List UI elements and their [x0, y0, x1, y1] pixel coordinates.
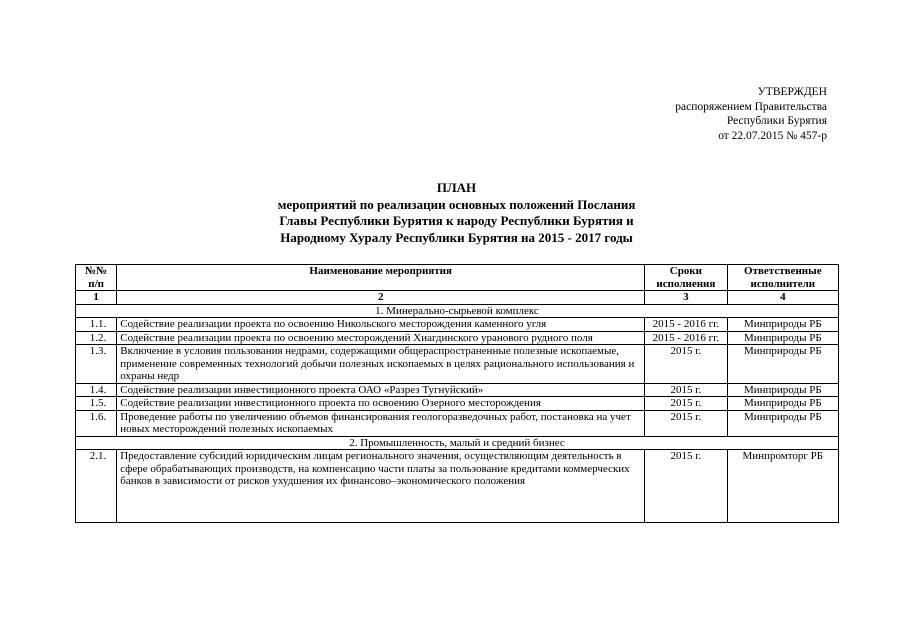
row-num: 1.5. [76, 397, 117, 411]
col-number: 1 [76, 291, 117, 305]
row-num: 1.1. [76, 318, 117, 332]
table-header-row [76, 265, 839, 291]
approval-block [675, 85, 827, 143]
row-responsible: Минприроды РБ [727, 397, 838, 411]
row-term: 2015 г. [645, 383, 727, 397]
col-number: 3 [645, 291, 727, 305]
row-num: 1.3. [76, 345, 117, 384]
table-row [76, 318, 839, 332]
document-title [0, 180, 905, 246]
title-line: ПЛАН [436, 180, 477, 195]
row-name: Проведение работы по увеличению объемов финансирования геологоразведочных работ, постановка на учет новых месторождений полезных ископаемых [117, 410, 645, 436]
row-responsible: Минприроды РБ [727, 331, 838, 345]
header-name: Наименование мероприятия [117, 265, 645, 291]
row-name: Включение в условия пользования недрами, содержащими общераспространенные полезные ископаемые, применение современных технологий добычи полезных ископаемых в целях рационального использования и охраны недр [117, 345, 645, 384]
header-terms: Сроки исполнения [645, 265, 727, 291]
table-row [76, 345, 839, 384]
title-line: мероприятий по реализации основных положений Послания [277, 196, 636, 212]
row-name: Содействие реализации инвестиционного проекта по освоению Озерного месторождения [117, 397, 645, 411]
title-line: Главы Республики Бурятия к народу Республики Бурятия и [279, 213, 634, 228]
table-row [76, 410, 839, 436]
section-title: 1. Минерально-сырьевой комплекс [76, 304, 839, 318]
row-num: 1.4. [76, 383, 117, 397]
table-row [76, 397, 839, 411]
row-responsible: Минприроды РБ [727, 383, 838, 397]
row-name: Предоставление субсидий юридическим лицам регионального значения, осуществляющим деятельность в сфере обрабатывающих производств, на компенсацию части платы за пользование кредитами коммерческих банков в зависимости от рисков ухудшения их финансово–экономического положения [117, 450, 645, 523]
column-number-row [76, 291, 839, 305]
row-name: Содействие реализации проекта по освоению Никольского месторождения каменного угля [117, 318, 645, 332]
row-name: Содействие реализации проекта по освоению месторождений Хиагдинского уранового рудного поля [117, 331, 645, 345]
col-number: 2 [117, 291, 645, 305]
section-title: 2. Промышленность, малый и средний бизнес [76, 436, 839, 450]
row-term: 2015 - 2016 гг. [645, 318, 727, 332]
row-responsible: Минприроды РБ [727, 345, 838, 384]
row-name: Содействие реализации инвестиционного проекта ОАО «Разрез Тугнуйский» [117, 383, 645, 397]
header-responsible: Ответственные исполнители [727, 265, 838, 291]
row-term: 2015 г. [645, 450, 727, 523]
header-num: №№ п/п [76, 265, 117, 291]
row-responsible: Минпромторг РБ [727, 450, 838, 523]
row-term: 2015 г. [645, 345, 727, 384]
row-term: 2015 г. [645, 397, 727, 411]
table-row [76, 383, 839, 397]
title-line: Народному Хуралу Республики Бурятия на 2015 - 2017 годы [280, 229, 633, 245]
row-term: 2015 г. [645, 410, 727, 436]
row-responsible: Минприроды РБ [727, 318, 838, 332]
table-row [76, 331, 839, 345]
row-num: 1.6. [76, 410, 117, 436]
col-number: 4 [727, 291, 838, 305]
approval-date: от 22.07.2015 № 457-р [718, 129, 827, 142]
section-row [76, 436, 839, 450]
plan-table [75, 264, 839, 523]
row-num: 1.2. [76, 331, 117, 345]
row-num: 2.1. [76, 450, 117, 523]
approval-heading: УТВЕРЖДЕН [757, 86, 827, 98]
row-term: 2015 - 2016 гг. [645, 331, 727, 345]
table-row [76, 450, 839, 523]
approval-line: распоряжением Правительства [675, 100, 827, 113]
approval-line: Республики Бурятия [726, 115, 827, 127]
row-responsible: Минприроды РБ [727, 410, 838, 436]
section-row [76, 304, 839, 318]
